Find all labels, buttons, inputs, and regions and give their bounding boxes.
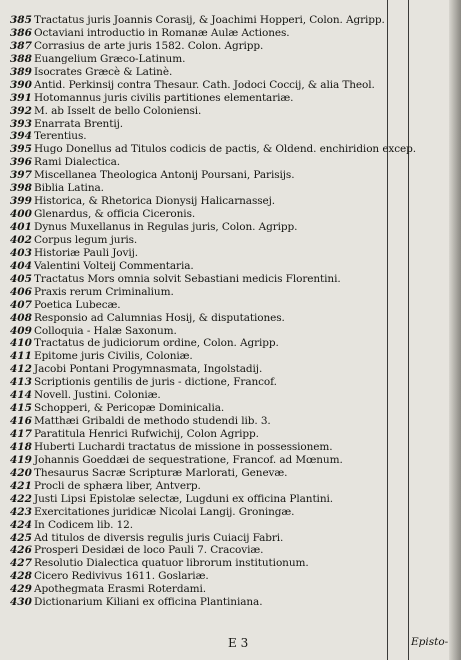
- entry-title: Hotomannus juris civilis partitiones elementariæ.: [34, 91, 294, 104]
- entry-number: 423: [10, 505, 32, 518]
- entry-title: Historica, & Rhetorica Dionysij Halicarnassej.: [34, 195, 276, 208]
- catalog-entry: [10, 273, 450, 286]
- catalog-entry: [10, 493, 450, 506]
- entry-number: 413: [10, 376, 32, 389]
- catalog-entry: [10, 118, 450, 131]
- catalog-entry: [10, 286, 450, 299]
- catalog-entry: [10, 337, 450, 350]
- entry-number: 392: [10, 104, 32, 117]
- entry-number: 416: [10, 415, 32, 428]
- catalog-entry: [10, 312, 450, 325]
- catalog-entry: [10, 454, 450, 467]
- entry-title: Enarrata Brentij.: [34, 117, 123, 130]
- catalog-entry: [10, 570, 450, 583]
- entry-title: Prosperi Desidæi de loco Pauli 7. Cracoviæ.: [34, 544, 264, 557]
- catalog-entry: [10, 156, 450, 169]
- entry-title: Scriptionis gentilis de juris - dictione, Francof.: [34, 376, 277, 389]
- entry-title: Miscellanea Theologica Antonij Poursani, Parisijs.: [34, 169, 295, 182]
- entry-number: 399: [10, 195, 32, 208]
- catalog-entry: [10, 195, 450, 208]
- catalog-entry: [10, 247, 450, 260]
- entry-title: Tractatus Mors omnia solvit Sebastiani medicis Florentini.: [34, 272, 341, 285]
- entry-number: 418: [10, 440, 32, 453]
- entry-title: Ad titulos de diversis regulis juris Cuiacij Fabri.: [34, 531, 284, 544]
- entry-title: Resolutio Dialectica quatuor librorum institutionum.: [34, 557, 309, 570]
- entry-title: Historiæ Pauli Jovij.: [34, 246, 139, 259]
- entry-number: 386: [10, 26, 32, 39]
- catalog-entry: [10, 428, 450, 441]
- entry-number: 397: [10, 169, 32, 182]
- catalog-entry: [10, 441, 450, 454]
- catalog-list: [10, 14, 450, 609]
- entry-number: 393: [10, 117, 32, 130]
- catalog-entry: [10, 14, 450, 27]
- catchword: Episto-: [411, 636, 449, 648]
- entry-number: 410: [10, 337, 32, 350]
- entry-number: 398: [10, 182, 32, 195]
- entry-number: 390: [10, 78, 32, 91]
- catalog-entry: [10, 234, 450, 247]
- catalog-entry: [10, 350, 450, 363]
- catalog-entry: [10, 325, 450, 338]
- catalog-entry: [10, 467, 450, 480]
- entry-number: 395: [10, 143, 32, 156]
- entry-title: Octaviani introductio in Romanæ Aulæ Actiones.: [34, 26, 290, 39]
- entry-number: 427: [10, 557, 32, 570]
- entry-number: 385: [10, 14, 32, 26]
- entry-number: 425: [10, 531, 32, 544]
- catalog-entry: [10, 208, 450, 221]
- entry-title: Corrasius de arte juris 1582. Colon. Agripp.: [34, 39, 264, 52]
- catalog-entry: [10, 389, 450, 402]
- entry-number: 428: [10, 570, 32, 583]
- catalog-entry: [10, 519, 450, 532]
- entry-number: 420: [10, 466, 32, 479]
- catalog-entry: [10, 105, 450, 118]
- entry-title: Matthæi Gribaldi de methodo studendi lib. 3.: [34, 415, 271, 428]
- entry-title: Jacobi Pontani Progymnasmata, Ingolstadij.: [34, 363, 263, 376]
- catalog-entry: [10, 53, 450, 66]
- entry-title: Procli de sphæra liber, Antverp.: [34, 479, 201, 492]
- catalog-entry: [10, 583, 450, 596]
- catalog-entry: [10, 480, 450, 493]
- entry-number: 430: [10, 596, 32, 609]
- entry-title: Hugo Donellus ad Titulos codicis de pactis, & Oldend. enchiridion excep.: [34, 143, 417, 156]
- entry-title: Euangelium Græco-Latinum.: [34, 52, 186, 65]
- entry-number: 415: [10, 402, 32, 415]
- entry-number: 400: [10, 208, 32, 221]
- entry-number: 421: [10, 479, 32, 492]
- entry-title: Novell. Justini. Coloniæ.: [34, 389, 161, 402]
- catalog-entry: [10, 299, 450, 312]
- catalog-entry: [10, 596, 450, 609]
- entry-number: 402: [10, 233, 32, 246]
- page-edge-shadow: [449, 0, 461, 660]
- entry-title: Dynus Muxellanus in Regulas juris, Colon. Agripp.: [34, 221, 298, 233]
- entry-title: Tractatus de judiciorum ordine, Colon. Agripp.: [34, 337, 279, 350]
- entry-number: 394: [10, 130, 32, 143]
- entry-title: Thesaurus Sacræ Scripturæ Marlorati, Genevæ.: [34, 466, 288, 479]
- entry-title: Epitome juris Civilis, Coloniæ.: [34, 350, 193, 363]
- catalog-entry: [10, 169, 450, 182]
- entry-title: Colloquia - Halæ Saxonum.: [34, 324, 177, 337]
- entry-number: 406: [10, 285, 32, 298]
- entry-number: 412: [10, 363, 32, 376]
- entry-number: 407: [10, 298, 32, 311]
- entry-title: Justi Lipsi Epistolæ selectæ, Lugduni ex officina Plantini.: [34, 492, 333, 505]
- entry-title: Apothegmata Erasmi Roterdami.: [34, 583, 206, 596]
- signature-mark: E 3: [228, 636, 249, 650]
- catalog-entry: [10, 260, 450, 273]
- catalog-entry: [10, 221, 450, 234]
- entry-number: 389: [10, 65, 32, 78]
- catalog-entry: [10, 532, 450, 545]
- catalog-entry: [10, 79, 450, 92]
- entry-title: Huberti Luchardi tractatus de missione in possessionem.: [34, 440, 333, 453]
- catalog-entry: [10, 92, 450, 105]
- catalog-entry: [10, 376, 450, 389]
- entry-title: Antid. Perkinsij contra Thesaur. Cath. Jodoci Coccij, & alia Theol.: [34, 78, 375, 91]
- entry-number: 401: [10, 221, 32, 233]
- entry-title: Corpus legum juris.: [34, 233, 138, 246]
- entry-title: Dictionarium Kiliani ex officina Plantiniana.: [34, 596, 263, 609]
- entry-number: 414: [10, 389, 32, 402]
- entry-number: 417: [10, 428, 32, 440]
- entry-number: 405: [10, 272, 32, 285]
- catalog-entry: [10, 557, 450, 570]
- entry-title: Johannis Goeddæi de sequestratione, Francof. ad Mœnum.: [34, 453, 343, 466]
- catalog-entry: [10, 402, 450, 415]
- entry-title: Tractatus juris Joannis Corasij, & Joachimi Hopperi, Colon. Agripp.: [34, 14, 385, 26]
- entry-number: 408: [10, 311, 32, 324]
- entry-number: 396: [10, 156, 32, 169]
- catalog-entry: [10, 415, 450, 428]
- entry-number: 429: [10, 583, 32, 596]
- entry-number: 388: [10, 52, 32, 65]
- catalog-entry: [10, 143, 450, 156]
- entry-title: Responsio ad Calumnias Hosij, & disputationes.: [34, 311, 285, 324]
- entry-number: 391: [10, 91, 32, 104]
- entry-title: In Codicem lib. 12.: [34, 518, 133, 531]
- entry-number: 404: [10, 259, 32, 272]
- entry-title: Biblia Latina.: [34, 182, 104, 195]
- entry-number: 426: [10, 544, 32, 557]
- entry-title: M. ab Isselt de bello Coloniensi.: [34, 104, 202, 117]
- entry-title: Paratitula Henrici Rufwichij, Colon Agripp.: [34, 428, 259, 440]
- entry-title: Exercitationes juridicæ Nicolai Langij. Groningæ.: [34, 505, 295, 518]
- entry-title: Isocrates Græcè & Latinè.: [34, 65, 173, 78]
- entry-title: Schopperi, & Pericopæ Dominicalia.: [34, 402, 225, 415]
- entry-title: Praxis rerum Criminalium.: [34, 285, 174, 298]
- entry-number: 424: [10, 518, 32, 531]
- entry-number: 387: [10, 39, 32, 52]
- entry-number: 419: [10, 453, 32, 466]
- entry-number: 403: [10, 246, 32, 259]
- entry-title: Terentius.: [34, 130, 87, 143]
- catalog-entry: [10, 40, 450, 53]
- catalog-entry: [10, 544, 450, 557]
- entry-number: 411: [10, 350, 32, 363]
- catalog-entry: [10, 66, 450, 79]
- entry-title: Valentini Volteij Commentaria.: [34, 259, 194, 272]
- entry-title: Poetica Lubecæ.: [34, 298, 121, 311]
- entry-title: Cicero Redivivus 1611. Goslariæ.: [34, 570, 209, 583]
- catalog-entry: [10, 182, 450, 195]
- catalog-entry: [10, 363, 450, 376]
- entry-title: Glenardus, & officia Ciceronis.: [34, 208, 196, 221]
- entry-number: 422: [10, 492, 32, 505]
- catalog-entry: [10, 506, 450, 519]
- entry-number: 409: [10, 324, 32, 337]
- catalog-entry: [10, 27, 450, 40]
- entry-title: Rami Dialectica.: [34, 156, 121, 169]
- catalog-entry: [10, 130, 450, 143]
